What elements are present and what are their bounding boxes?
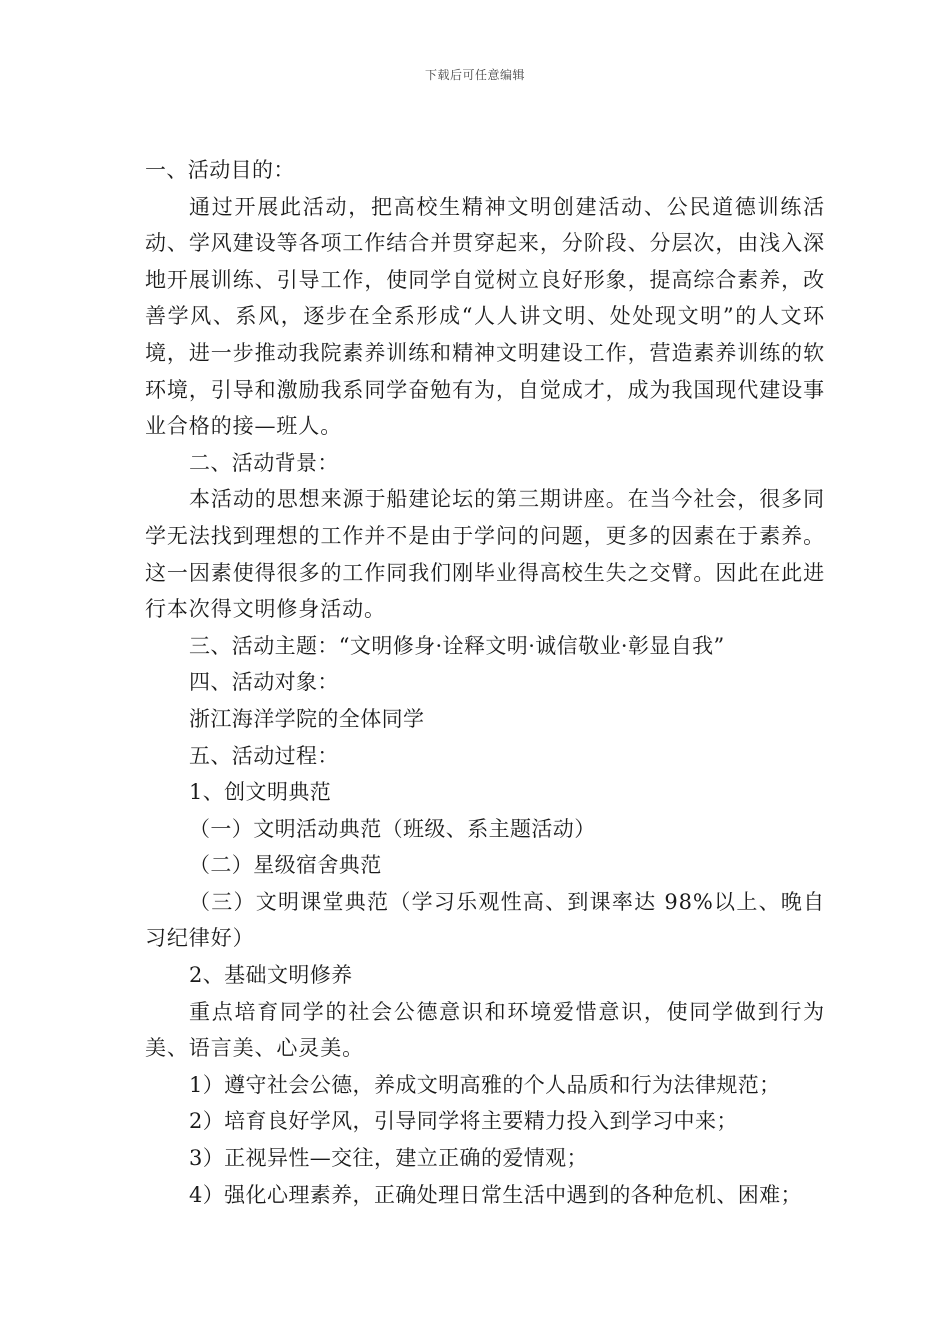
list-item-cultivation-3: 3）正视异性—交往，建立正确的爱情观；: [189, 1146, 588, 1171]
list-item-model-3: （三）文明课堂典范（学习乐观性高、到课率达 98%以上、晚自习纪律好）: [145, 889, 825, 951]
section-heading-audience: 四、活动对象：: [189, 670, 339, 695]
paragraph-background: 本活动的思想来源于船建论坛的第三期讲座。在当今社会，很多同学无法找到理想的工作并不是由于学问的问题，更多的因素在于素养。这一因素使得很多的工作同我们刚毕业得高校生失之交臂。因此在此进行本次得文明修身活动。: [145, 487, 825, 622]
list-item-cultivation-1: 1）遵守社会公德，养成文明高雅的个人品质和行为法律规范；: [189, 1072, 781, 1097]
list-item-cultivation-2: 2）培育良好学风，引导同学将主要精力投入到学习中来；: [189, 1109, 738, 1134]
paragraph-purpose: 通过开展此活动，把高校生精神文明创建活动、公民道德训练活动、学风建设等各项工作结合并贯穿起来，分阶段、分层次，由浅入深地开展训练、引导工作，使同学自觉树立良好形象，提高综合素养，改善学风、系风，逐步在全系形成“人人讲文明、处处现文明”的人文环境，进一步推动我院素养训练和精神文明建设工作，营造素养训练的软环境，引导和激励我系同学奋勉有为，自觉成才，成为我国现代建设事业合格的接—班人。: [145, 194, 825, 439]
list-item-model-2: （二）星级宿舍典范: [189, 853, 382, 878]
paragraph-cultivation: 重点培育同学的社会公德意识和环境爱惜意识，使同学做到行为美、语言美、心灵美。: [145, 999, 825, 1061]
subheading-model: 1、创文明典范: [189, 780, 332, 805]
document-body: [145, 152, 825, 1213]
list-item-cultivation-4: 4）强化心理素养，正确处理日常生活中遇到的各种危机、困难；: [189, 1182, 802, 1207]
section-heading-background: 二、活动背景：: [189, 450, 339, 475]
paragraph-audience: 浙江海洋学院的全体同学: [189, 706, 425, 731]
list-item-model-1: （一）文明活动典范（班级、系主题活动）: [189, 816, 596, 841]
section-heading-theme: 三、活动主题：“文明修身·诠释文明·诚信敬业·彰显自我”: [189, 633, 725, 658]
section-heading-purpose: 一、活动目的：: [145, 158, 295, 182]
section-heading-process: 五、活动过程：: [189, 743, 339, 768]
subheading-cultivation: 2、基础文明修养: [189, 963, 353, 988]
page-header-note: 下载后可任意编辑: [424, 68, 525, 82]
